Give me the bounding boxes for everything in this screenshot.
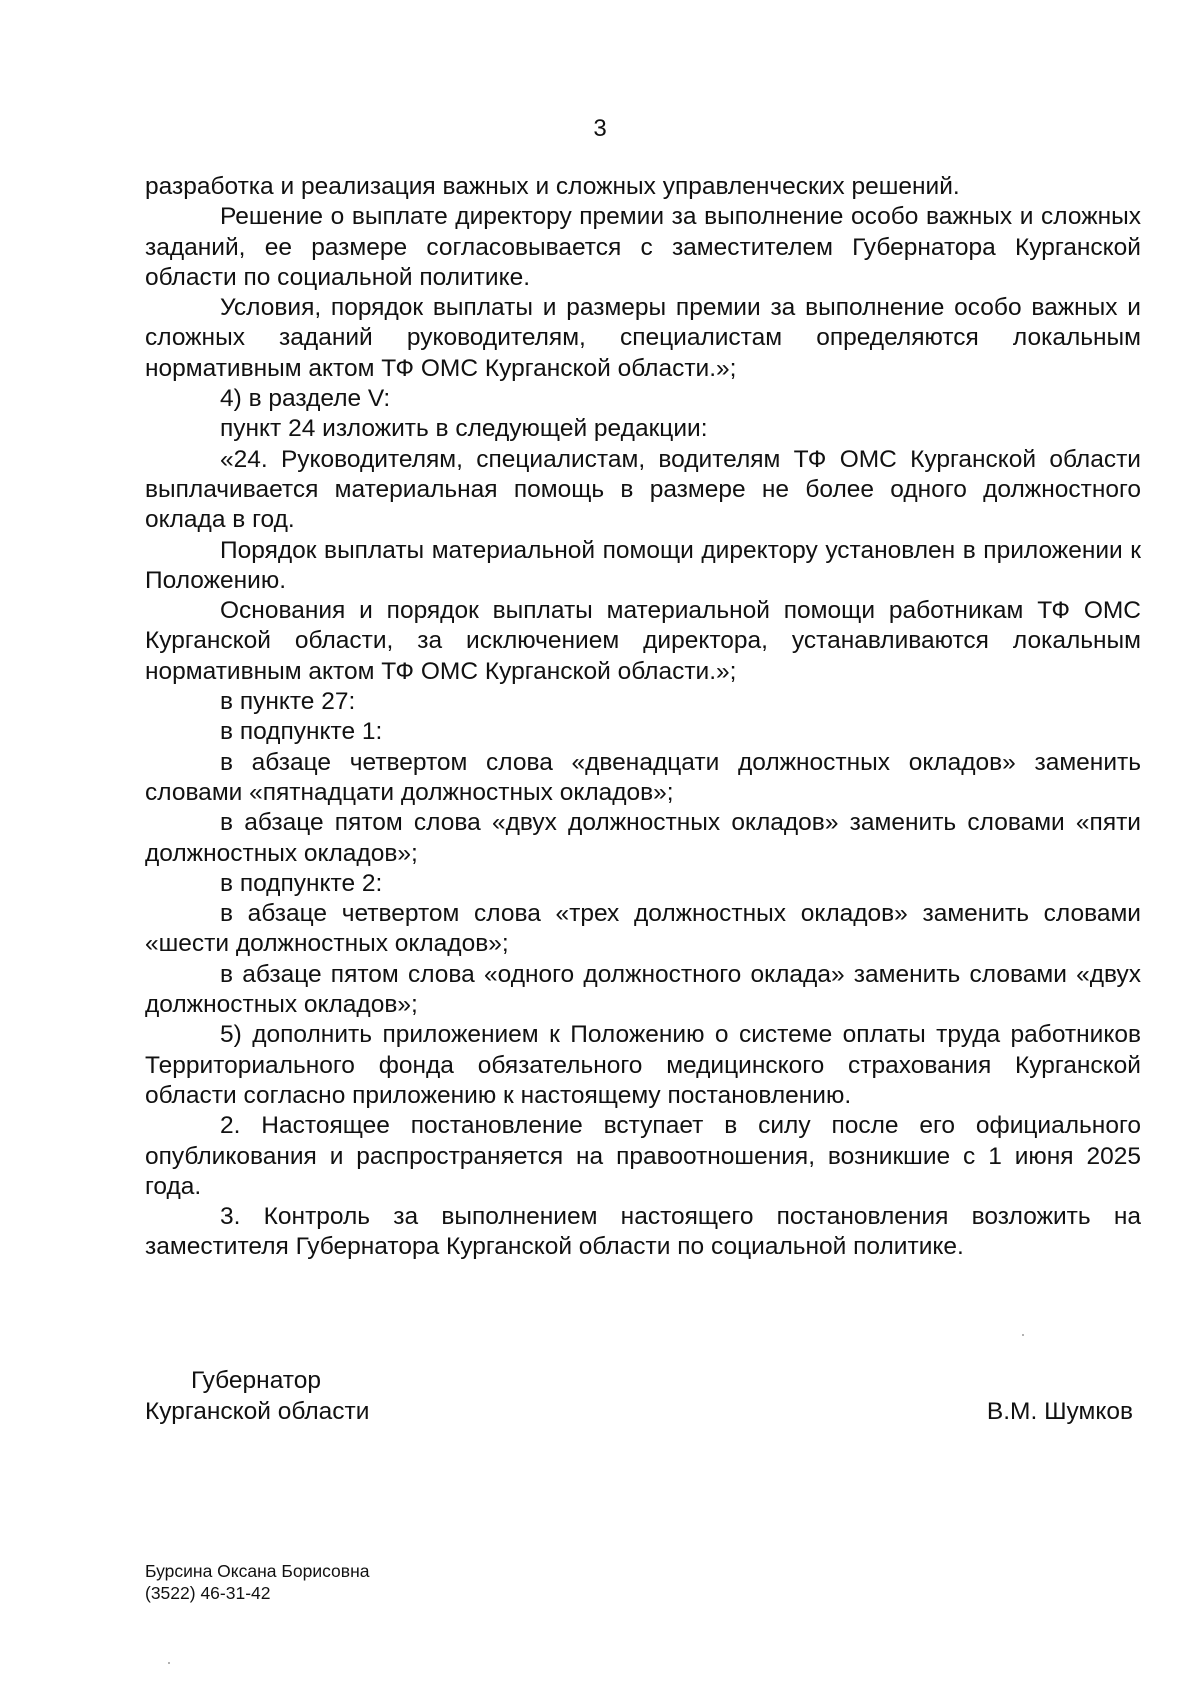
paragraph-premium-conditions: Условия, порядок выплаты и размеры премии за выполнение особо важных и сложных заданий руководителям, специалистам определяются локальным нормативным актом ТФ ОМС Курганской области.»; [145,294,1141,382]
paragraph-subpoint-2: в подпункте 2: [220,869,383,897]
paragraph-control: 3. Контроль за выполнением настоящего постановления возложить на заместителя Губернатора Курганской области по социальной политике. [145,1203,1141,1261]
scan-speck [1022,1334,1024,1336]
signatory-title-line1: Губернатор [191,1367,321,1394]
signature-block [145,1365,1141,1427]
paragraph-section-v: 4) в разделе V: [220,385,391,413]
paragraph-subpoint-1: в подпункте 1: [220,718,383,746]
paragraph-point-24-intro: пункт 24 изложить в следующей редакции: [220,415,708,443]
paragraph-item-5: 5) дополнить приложением к Положению о системе оплаты труда работников Территориального фонда обязательного медицинского страхования Курганской области согласно приложению к настоящему постановлению. [145,1021,1141,1109]
paragraph-point-27: в пункте 27: [220,688,356,716]
executor-block [145,1560,369,1604]
document-body [145,172,1141,1263]
page-number: 3 [593,115,607,142]
paragraph-premium-decision: Решение о выплате директору премии за выполнение особо важных и сложных заданий, ее размере согласовывается с заместителем Губернатора Курганской области по социальной политике. [145,203,1141,291]
paragraph-subpoint-1-para-5: в абзаце пятом слова «двух должностных окладов» заменить словами «пяти должностных окладов»; [145,809,1141,867]
signatory-title-line2: Курганской области [145,1398,370,1425]
paragraph-subpoint-2-para-4: в абзаце четвертом слова «трех должностных окладов» заменить словами «шести должностных окладов»; [145,900,1141,958]
paragraph-subpoint-2-para-5: в абзаце пятом слова «одного должностного оклада» заменить словами «двух должностных окладов»; [145,960,1141,1019]
scan-speck [168,1662,170,1664]
paragraph-effective-date: 2. Настоящее постановление вступает в силу после его официального опубликования и распространяется на правоотношения, возникшие с 1 июня 2025 года. [145,1112,1141,1200]
executor-name: Бурсина Оксана Борисовна [145,1561,370,1581]
paragraph-subpoint-1-para-4: в абзаце четвертом слова «двенадцати должностных окладов» заменить словами «пятнадцати должностных окладов»; [145,748,1141,806]
paragraph-director-aid: Порядок выплаты материальной помощи директору установлен в приложении к Положению. [145,536,1141,594]
paragraph-point-24-text: «24. Руководителям, специалистам, водителям ТФ ОМС Курганской области выплачивается материальная помощь в размере не более одного должностного оклада в год. [145,445,1141,534]
signature-row [145,1396,1141,1427]
executor-phone: (3522) 46-31-42 [145,1583,271,1603]
paragraph-aid-basis: Основания и порядок выплаты материальной помощи работникам ТФ ОМС Курганской области, за исключением директора, устанавливаются локальным нормативным актом ТФ ОМС Курганской области.»; [145,597,1141,685]
signatory-name: В.М. Шумков [986,1398,1133,1425]
paragraph-continuation: разработка и реализация важных и сложных управленческих решений. [145,173,960,200]
